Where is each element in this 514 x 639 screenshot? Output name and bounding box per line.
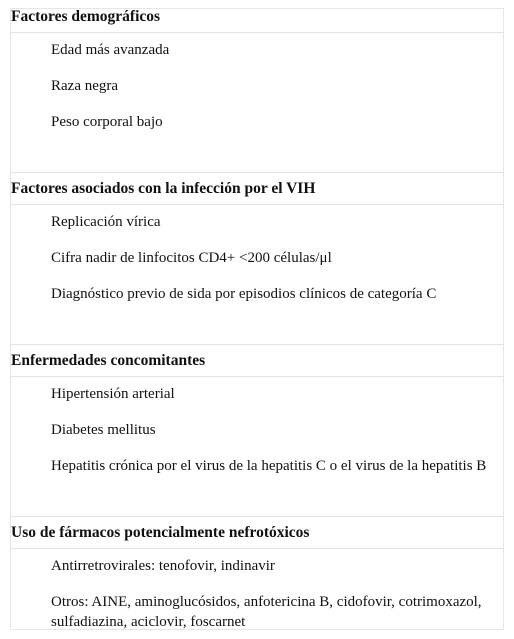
list-item: Hepatitis crónica por el virus de la hepatitis C o el virus de la hepatitis B	[51, 458, 487, 474]
list-item: Diagnóstico previo de sida por episodios clínicos de categoría C	[51, 286, 437, 302]
list-item: Replicación vírica	[51, 214, 161, 230]
section-title: Enfermedades concomitantes	[11, 352, 206, 369]
list-item: Raza negra	[51, 78, 119, 94]
section-title: Factores demográficos	[11, 8, 161, 25]
section-divider	[11, 548, 503, 549]
list-item: Hipertensión arterial	[51, 386, 175, 402]
list-item: Antirretrovirales: tenofovir, indinavir	[51, 558, 275, 574]
section-divider	[11, 32, 503, 33]
section-divider	[11, 376, 503, 377]
section-title: Factores asociados con la infección por el VIH	[11, 180, 316, 197]
list-item: Diabetes mellitus	[51, 422, 156, 438]
list-item: Otros: AINE, aminoglucósidos, anfotericina B, cidofovir, cotrimoxazol, sulfadiazina, aciclovir, foscarnet	[51, 594, 482, 630]
list-item: Cifra nadir de linfocitos CD4+ <200 células/μl	[51, 250, 332, 266]
section-divider	[11, 344, 503, 345]
section-divider	[11, 204, 503, 205]
section-title: Uso de fármacos potencialmente nefrotóxicos	[11, 524, 310, 541]
list-item: Peso corporal bajo	[51, 114, 163, 130]
section-divider	[11, 172, 503, 173]
list-item: Edad más avanzada	[51, 42, 170, 58]
section-divider	[11, 516, 503, 517]
